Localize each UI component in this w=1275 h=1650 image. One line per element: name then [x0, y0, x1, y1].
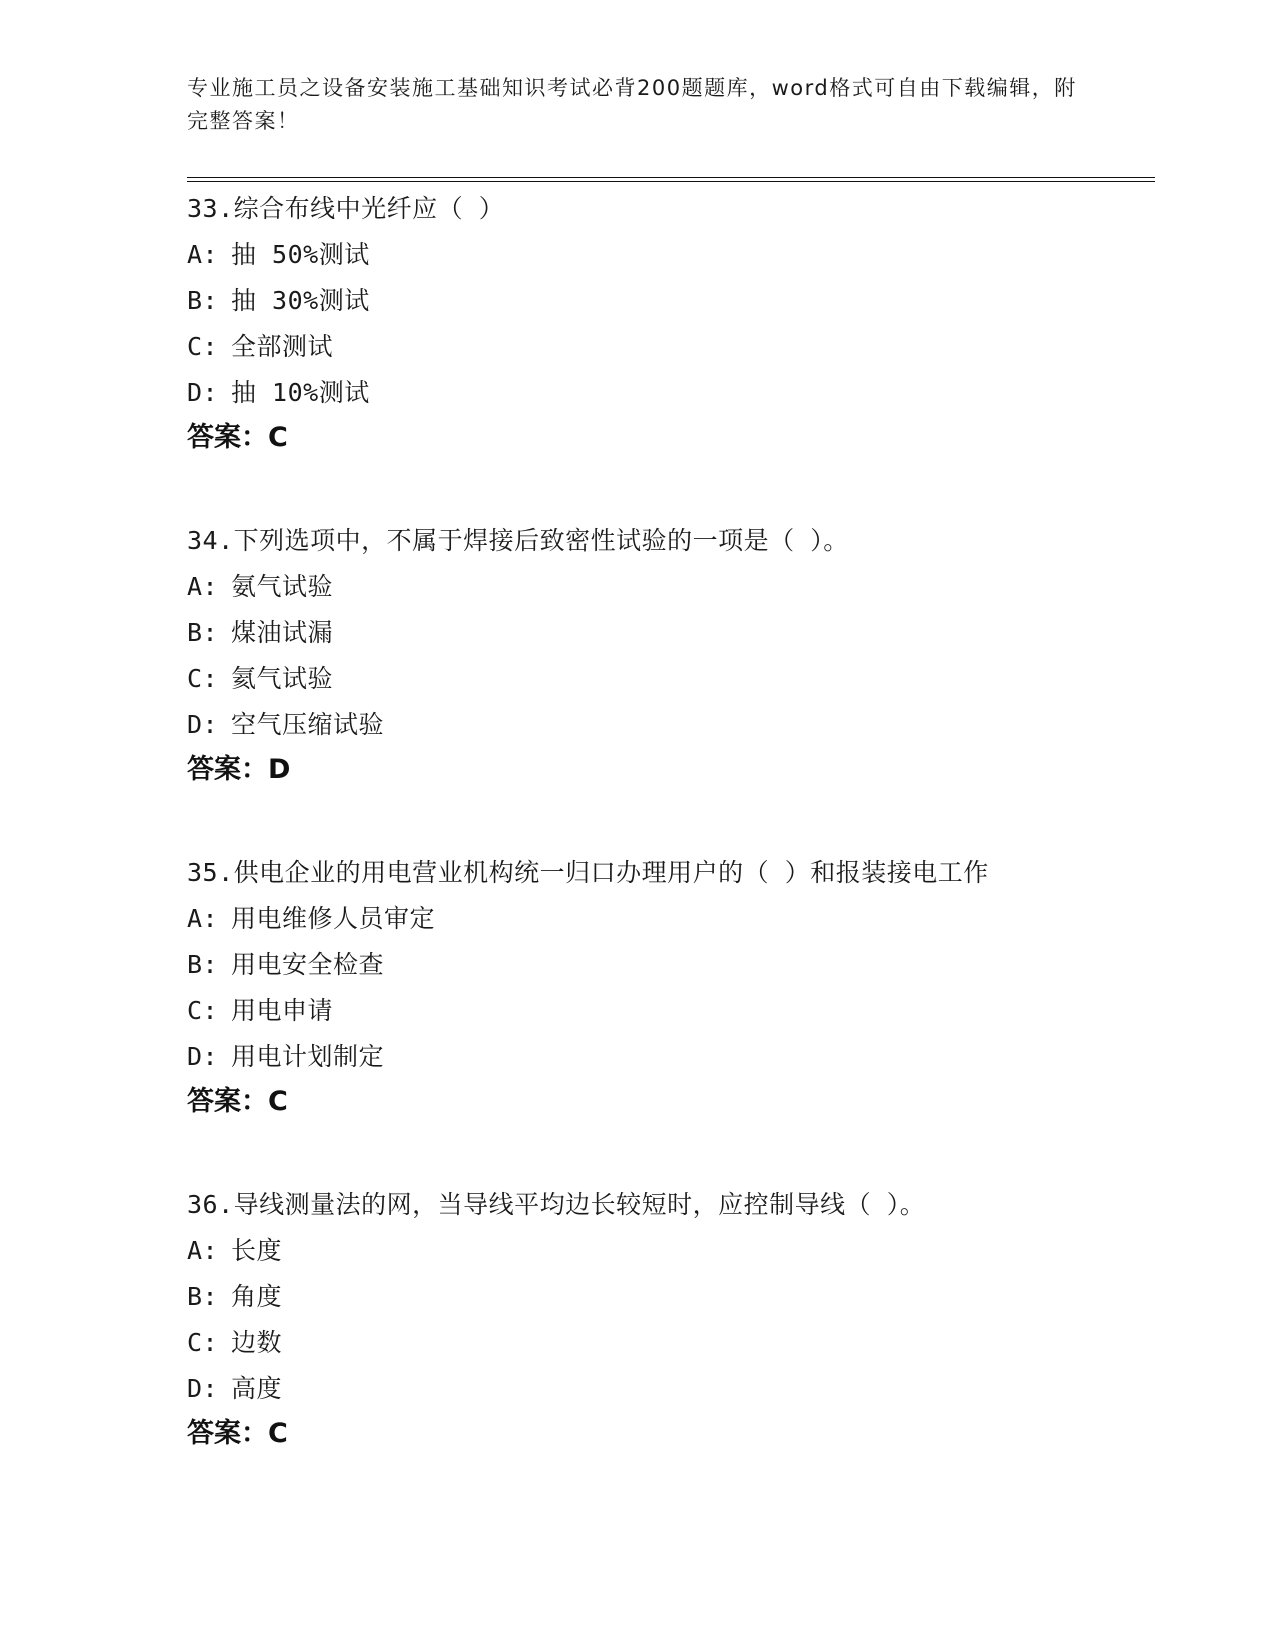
option-letter: C:	[187, 332, 219, 361]
option-a	[187, 232, 1087, 278]
option-b	[187, 1274, 1087, 1320]
option-letter: B:	[187, 286, 219, 315]
option-letter: D:	[187, 378, 219, 407]
option-letter: C:	[187, 664, 219, 693]
option-d	[187, 1366, 1087, 1412]
option-text: 煤油试漏	[231, 618, 334, 647]
question-item	[187, 850, 1087, 1124]
option-letter: B:	[187, 1282, 219, 1311]
question-item	[187, 1182, 1087, 1456]
option-letter: D:	[187, 710, 219, 739]
option-letter: A:	[187, 240, 219, 269]
option-text: 氦气试验	[231, 664, 334, 693]
answer-line: 答案：C	[187, 1086, 288, 1117]
option-c	[187, 1320, 1087, 1366]
answer-line: 答案：C	[187, 422, 288, 453]
question-stem: 34.下列选项中，不属于焊接后致密性试验的一项是（ ）。	[187, 526, 849, 555]
answer-line: 答案：C	[187, 1418, 288, 1449]
option-text: 用电申请	[231, 996, 334, 1025]
question-stem: 33.综合布线中光纤应（ ）	[187, 194, 505, 223]
option-text: 用电计划制定	[231, 1042, 385, 1071]
option-text: 全部测试	[231, 332, 334, 361]
option-text: 氨气试验	[231, 572, 334, 601]
document-title: 专业施工员之设备安装施工基础知识考试必背200题题库，word格式可自由下载编辑，附完整答案！	[187, 76, 1077, 133]
option-b	[187, 278, 1087, 324]
double-rule-divider	[187, 177, 1155, 182]
option-letter: D:	[187, 1374, 219, 1403]
option-letter: A:	[187, 904, 219, 933]
option-d	[187, 370, 1087, 416]
option-b	[187, 610, 1087, 656]
question-stem: 35.供电企业的用电营业机构统一归口办理用户的（ ）和报装接电工作	[187, 858, 989, 887]
option-d	[187, 702, 1087, 748]
option-c	[187, 324, 1087, 370]
option-text: 空气压缩试验	[231, 710, 385, 739]
option-a	[187, 896, 1087, 942]
option-text: 抽 50%测试	[231, 240, 370, 269]
option-letter: B:	[187, 950, 219, 979]
option-text: 长度	[231, 1236, 283, 1265]
option-text: 用电安全检查	[231, 950, 385, 979]
option-c	[187, 988, 1087, 1034]
option-c	[187, 656, 1087, 702]
option-text: 边数	[231, 1328, 283, 1357]
option-b	[187, 942, 1087, 988]
option-d	[187, 1034, 1087, 1080]
question-list	[187, 186, 1087, 1514]
option-a	[187, 564, 1087, 610]
option-letter: D:	[187, 1042, 219, 1071]
option-letter: A:	[187, 1236, 219, 1265]
option-text: 角度	[231, 1282, 283, 1311]
option-letter: C:	[187, 1328, 219, 1357]
answer-line: 答案：D	[187, 754, 291, 785]
option-text: 抽 30%测试	[231, 286, 370, 315]
question-stem: 36.导线测量法的网，当导线平均边长较短时，应控制导线（ ）。	[187, 1190, 926, 1219]
option-letter: A:	[187, 572, 219, 601]
option-letter: B:	[187, 618, 219, 647]
question-item	[187, 518, 1087, 792]
option-text: 抽 10%测试	[231, 378, 370, 407]
option-text: 高度	[231, 1374, 283, 1403]
option-text: 用电维修人员审定	[231, 904, 436, 933]
question-item	[187, 186, 1087, 460]
option-letter: C:	[187, 996, 219, 1025]
option-a	[187, 1228, 1087, 1274]
